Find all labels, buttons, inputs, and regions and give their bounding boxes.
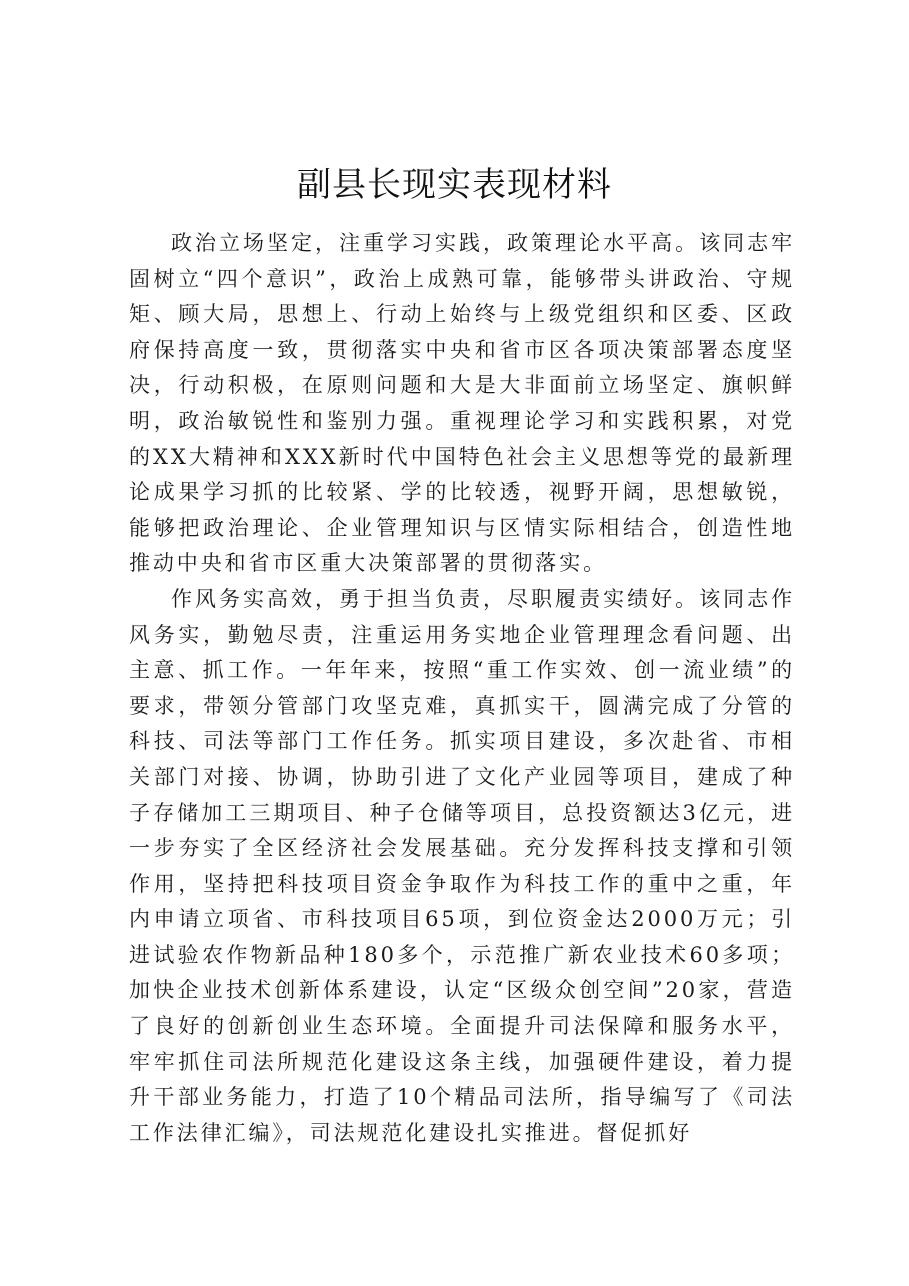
document-title: 副县长现实表现材料 xyxy=(297,165,612,205)
paragraph-work-style: 作风务实高效，勇于担当负责，尽职履责实绩好。该同志作风务实，勤勉尽责，注重运用务实地企业管理理念看问题、出主意、抓工作。一年年来，按照“重工作实效、创一流业绩”的要求，带领分管部门攻坚克难，真抓实干，圆满完成了分管的科技、司法等部门工作任务。抓实项目建设，多次赴省、市相关部门对接、协调，协助引进了文化产业园等项目，建成了种子存储加工三期项目、种子仓储等项目，总投资额达3亿元，进一步夯实了全区经济社会发展基础。充分发挥科技支撑和引领作用，坚持把科技项目资金争取作为科技工作的重中之重，年内申请立项省、市科技项目65项，到位资金达2000万元；引进试验农作物新品种180多个，示范推广新农业技术60多项；加快企业技术创新体系建设，认定“区级众创空间”20家，营造了良好的创新创业生态环境。全面提升司法保障和服务水平，牢牢抓住司法所规范化建设这条主线，加强硬件建设，着力提升干部业务能力，打造了10个精品司法所，指导编写了《司法工作法律汇编》，司法规范化建设扎实推进。督促抓好 xyxy=(129,586,795,1145)
document-body xyxy=(129,226,795,1151)
paragraph-political-stance: 政治立场坚定，注重学习实践，政策理论水平高。该同志牢固树立“四个意识”，政治上成熟可靠，能够带头讲政治、守规矩、顾大局，思想上、行动上始终与上级党组织和区委、区政府保持高度一致，贯彻落实中央和省市区各项决策部署态度坚决，行动积极，在原则问题和大是大非面前立场坚定、旗帜鲜明，政治敏锐性和鉴别力强。重视理论学习和实践积累，对党的XX大精神和XXX新时代中国特色社会主义思想等党的最新理论成果学习抓的比较紧、学的比较透，视野开阔，思想敏锐，能够把政治理论、企业管理知识与区情实际相结合，创造性地推动中央和省市区重大决策部署的贯彻落实。 xyxy=(129,231,795,576)
